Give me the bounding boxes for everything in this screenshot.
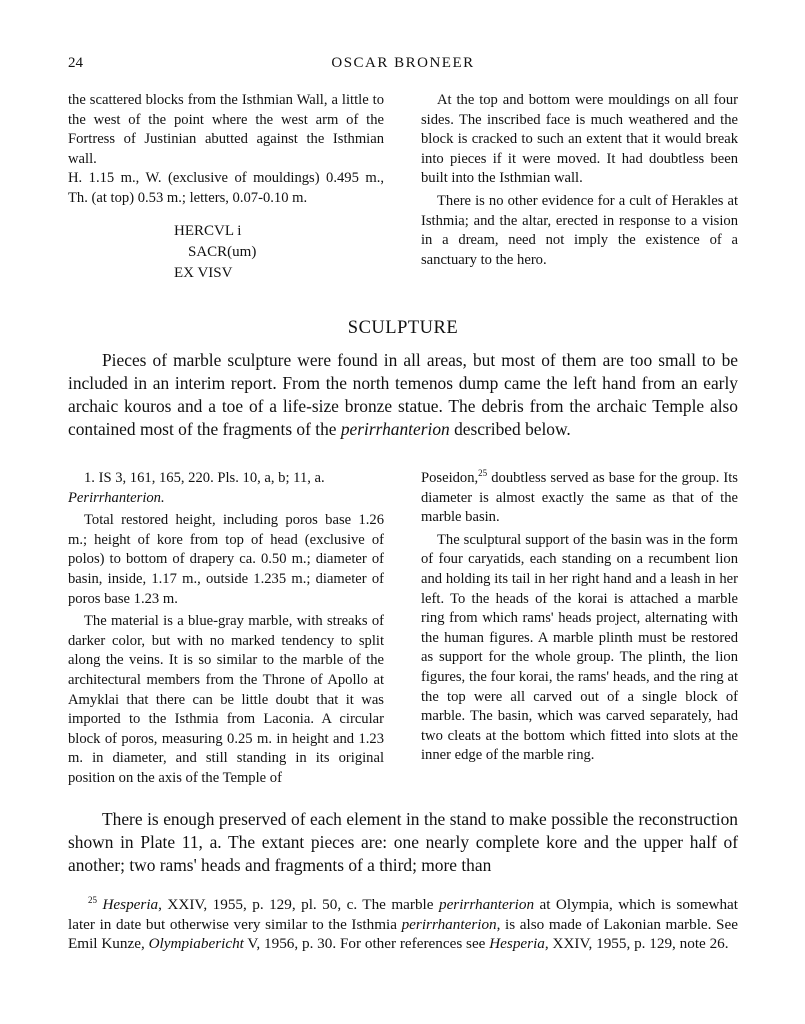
mouldings-paragraph: At the top and bottom were mouldings on all four sides. The inscribed face is much weathered and the block is cracked to such an extent that it would break into pieces if it were moved. It had doubtless been built into the Isthmian wall. <box>421 92 738 187</box>
page-header <box>68 55 738 77</box>
footnote-text: at Olympia, which is somewhat later in date but otherwise very similar to the Isthmia <box>68 896 739 933</box>
catalogue-entry-name: Perirrhanterion. <box>68 489 165 506</box>
inscription <box>174 221 384 284</box>
page <box>68 0 738 1024</box>
footnote-text: V, 1956, p. 30. For other references see <box>243 935 490 953</box>
catalogue-right-column <box>421 469 738 766</box>
base-paragraph-rest: doubtless served as base for the group. Its diameter is almost exactly the same as that of the marble basin. <box>421 470 738 526</box>
footnote-text: , is also made of Lakonian marble. See Emil Kunze, <box>68 915 738 953</box>
dimensions-paragraph: Total restored height, including poros base 1.26 m.; height of kore from top of head (exclusive of polos) to bottom of drapery ca. 0.50 m.; diameter of basin, inside, 1.17 m., outside 1.235 m.; diameter of poros base 1.23 m. <box>68 512 384 607</box>
closing-paragraph <box>68 808 738 877</box>
catalogue-entry-number: 1. IS 3, 161, 165, 220. Pls. 10, a, b; 11, a. <box>84 470 325 486</box>
footnote-text: , XXIV, 1955, p. 129, pl. 50, c. The marble <box>158 896 439 913</box>
footnote-ref[interactable]: 25 <box>478 468 488 479</box>
inscription-line: HERCVL i <box>174 222 242 239</box>
inscription-line: SACR(um) <box>188 243 257 260</box>
closing-text: There is enough preserved of each element in the stand to make possible the reconstruction shown in Plate 11, a. The extant pieces are: one nearly complete kore and the upper half of another; two rams' heads and fragments of a third; more than <box>68 809 738 875</box>
intro-tail: described below. <box>449 419 571 439</box>
top-right-column <box>421 91 738 270</box>
herakles-cult-paragraph: There is no other evidence for a cult of Herakles at Isthmia; and the altar, erected in response to a vision in a dream, need not imply the existence of a sanctuary to the hero. <box>421 192 738 268</box>
top-left-column <box>68 91 384 284</box>
book-title: Olympiabericht <box>148 935 244 953</box>
sculpture-intro <box>68 349 738 441</box>
page-number: 24 <box>68 55 83 71</box>
footnote <box>68 895 738 954</box>
running-title: OSCAR BRONEER <box>331 55 475 71</box>
intro-italic: perirrhanterion <box>340 419 450 439</box>
journal-title: Hesperia <box>102 896 159 913</box>
section-heading: SCULPTURE <box>347 318 459 338</box>
wall-location-paragraph: the scattered blocks from the Isthmian Wall, a little to the west of the point where the west arm of the Fortress of Justinian abutted against the Isthmian wall. <box>68 92 384 167</box>
footnote-text: , XXIV, 1955, p. 129, note 26. <box>544 935 729 953</box>
material-paragraph: The material is a blue-gray marble, with streaks of darker color, but with no marked tendency to split along the veins. It is so similar to the marble of the architectural members from the Throne of Apollo at Amyklai that there can be little doubt that it was imported to the Isthmia from Laconia. A circular block of poros, measuring 0.25 m. in height and 1.23 m. in diameter, and still standing in its original position on the axis of the Temple of <box>68 613 384 786</box>
dimensions-paragraph: H. 1.15 m., W. (exclusive of mouldings) 0.495 m., Th. (at top) 0.53 m.; letters, 0.07-0.10 m. <box>68 170 384 206</box>
italic-term: perirrhanterion <box>438 896 535 913</box>
inscription-line: EX VISV <box>174 264 233 281</box>
intro-text: Pieces of marble sculpture were found in all areas, but most of them are too small to be included in an interim report. From the north temenos dump came the left hand from an early archaic kouros and a toe of a life-size bronze statue. The debris from the archaic Temple also contained most of the fragments of the <box>68 350 738 439</box>
footnote-marker: 25 <box>88 894 97 905</box>
catalogue-left-column <box>68 469 384 789</box>
italic-term: perirrhanterion <box>401 915 497 933</box>
journal-title: Hesperia <box>489 935 545 953</box>
caryatid-paragraph: The sculptural support of the basin was in the form of four caryatids, each standing on a recumbent lion and holding its tail in her right hand and a leash in her left. To the heads of the korai is attached a marble ring from which rams' heads project, alternating with the human figures. A marble plinth must be restored as support for the whole group. The plinth, the lion figures, the four korai, the rams' heads, and the ring at the top were all carved out of a single block of marble. The basin, which was carved separately, had two cleats at the bottom which fitted into slots at the inner edge of the marble ring. <box>421 531 738 764</box>
poseidon-word: Poseidon, <box>421 470 479 486</box>
